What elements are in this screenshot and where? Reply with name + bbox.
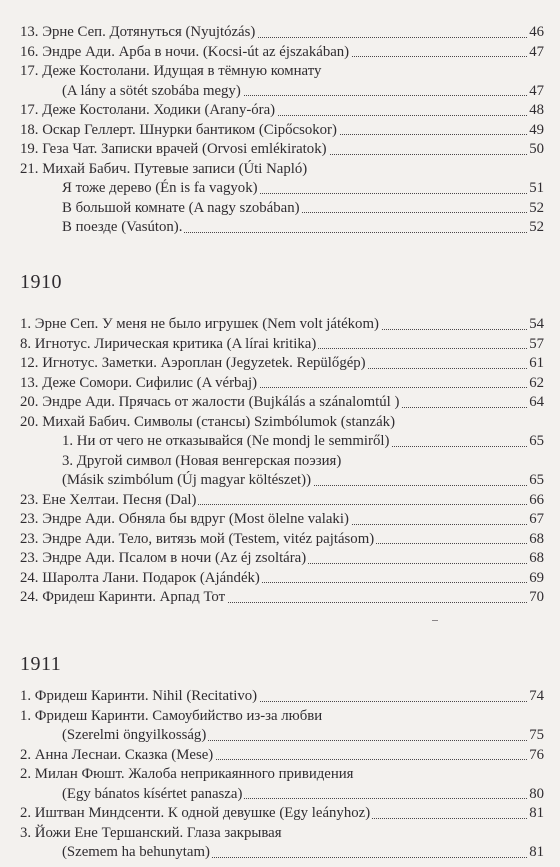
toc-entry	[0, 687, 560, 707]
toc-page-number: 52	[529, 199, 544, 216]
toc-entry-title: 17. Деже Костолани. Идущая в тёмную комнату	[20, 62, 323, 82]
toc-page-number: 81	[529, 844, 544, 860]
toc-entry-title: 20. Эндре Ади. Прячась от жалости (Bujkálás a szánalomtúl )	[20, 393, 401, 413]
toc-entry	[0, 785, 560, 805]
toc-page-number: 68	[529, 530, 544, 547]
toc-entry-title: В поезде (Vasúton).	[62, 218, 184, 238]
toc-page-number: 62	[529, 374, 544, 391]
toc-page-number: 81	[529, 805, 544, 821]
toc-entry	[0, 549, 560, 569]
toc-entry	[0, 824, 560, 844]
toc-entry-title: 2. Анна Леснаи. Сказка (Mese)	[20, 746, 215, 766]
toc-page-number: 52	[529, 219, 544, 235]
toc-entry-title: 16. Эндре Ади. Арба в ночи. (Kocsi-út az éjszakában)	[20, 43, 351, 63]
toc-entry	[0, 23, 560, 43]
toc-entry	[0, 588, 560, 608]
toc-entry	[0, 843, 560, 863]
toc-entry-title: (Szemem ha behunytam)	[62, 843, 212, 863]
toc-entry	[0, 179, 560, 199]
toc-page-number: 76	[529, 746, 544, 763]
toc-entry-title: 13. Эрне Сеп. Дотянуться (Nyujtózás)	[20, 23, 257, 43]
toc-entry	[0, 354, 560, 374]
toc-page-number: 61	[529, 355, 544, 371]
year-heading-1910: 1910	[20, 271, 62, 293]
toc-entry	[0, 746, 560, 766]
toc-entry-title: 1. Ни от чего не отказывайся (Ne mondj le semmiről)	[62, 432, 391, 452]
toc-entry-title: 1. Фридеш Каринти. Nihil (Recitativo)	[20, 687, 259, 707]
toc-entry-title: (A lány a sötét szobába megy)	[62, 82, 243, 102]
toc-page-number: 75	[529, 727, 544, 743]
toc-page-number: 80	[529, 785, 544, 802]
toc-entry-title: 2. Иштван Миндсенти. К одной девушке (Egy leányhoz)	[20, 804, 372, 824]
toc-entry	[0, 471, 560, 491]
toc-entry-title: 8. Игнотус. Лирическая критика (A lírai kritika)	[20, 335, 318, 355]
toc-entry-title: (Egy bánatos kísértet panasza)	[62, 785, 244, 805]
toc-entry	[0, 765, 560, 785]
toc-entry	[0, 707, 560, 727]
toc-page-number: 67	[529, 511, 544, 527]
toc-entry	[0, 82, 560, 102]
toc-page-number: 69	[529, 569, 544, 586]
toc-entry-title: 20. Михай Бабич. Символы (стансы) Szimbólumok (stanzák)	[20, 413, 397, 433]
year-heading-1911: 1911	[20, 653, 62, 675]
toc-entry	[0, 491, 560, 511]
toc-page-number: 50	[529, 141, 544, 157]
toc-entry	[0, 62, 560, 82]
toc-entry-title: 23. Ене Хелтаи. Песня (Dal)	[20, 491, 198, 511]
toc-entry-title: 23. Эндре Ади. Тело, витязь мой (Testem, vitéz pajtásom)	[20, 530, 376, 550]
toc-page-number: 47	[529, 82, 544, 99]
toc-page-number: 65	[529, 472, 544, 488]
toc-entry-title: 23. Эндре Ади. Псалом в ночи (Az éj zsoltára)	[20, 549, 308, 569]
toc-entry	[0, 432, 560, 452]
toc-section-continued	[0, 23, 560, 238]
toc-page-number: 74	[529, 688, 544, 704]
toc-entry	[0, 121, 560, 141]
toc-entry-title: 24. Шаролта Лани. Подарок (Ajándék)	[20, 569, 262, 589]
toc-entry	[0, 569, 560, 589]
toc-entry	[0, 199, 560, 219]
toc-entry-title: 19. Геза Чат. Записки врачей (Orvosi emlékiratok)	[20, 140, 329, 160]
toc-page-number: 49	[529, 121, 544, 138]
toc-page-number: 64	[529, 394, 544, 410]
toc-entry-title: 24. Фридеш Каринти. Арпад Тот	[20, 588, 227, 608]
toc-entry-title: 13. Деже Сомори. Сифилис (A vérbaj)	[20, 374, 259, 394]
toc-entry-title: (Másik szimbólum (Új magyar költészet))	[62, 471, 313, 491]
toc-page-number: 51	[529, 180, 544, 196]
toc-entry-title: 21. Михай Бабич. Путевые записи (Úti Napló)	[20, 160, 309, 180]
toc-entry	[0, 393, 560, 413]
toc-page-number: 57	[529, 335, 544, 352]
toc-page-number: 46	[529, 24, 544, 40]
toc-page-number: 47	[529, 43, 544, 60]
toc-entry	[0, 315, 560, 335]
toc-entry	[0, 160, 560, 180]
toc-entry	[0, 804, 560, 824]
toc-page-number: 65	[529, 433, 544, 449]
toc-entry	[0, 218, 560, 238]
toc-entry	[0, 530, 560, 550]
toc-entry-title: 3. Йожи Ене Тершанский. Глаза закрывая	[20, 824, 284, 844]
toc-entry	[0, 335, 560, 355]
toc-entry	[0, 140, 560, 160]
toc-entry-title: 17. Деже Костолани. Ходики (Arany-óra)	[20, 101, 277, 121]
toc-page-number: 68	[529, 550, 544, 566]
toc-entry	[0, 726, 560, 746]
toc-entry-title: 12. Игнотус. Заметки. Аэроплан (Jegyzetek. Repülőgép)	[20, 354, 368, 374]
toc-entry-title: В большой комнате (A nagy szobában)	[62, 199, 302, 219]
toc-entry-title: 3. Другой символ (Новая венгерская поэзия)	[62, 452, 343, 472]
toc-entry-title: Я тоже дерево (Én is fa vagyok)	[62, 179, 260, 199]
toc-entry-title: 23. Эндре Ади. Обняла бы вдруг (Most ölelne valaki)	[20, 510, 351, 530]
toc-entry-title: 2. Милан Фюшт. Жалоба неприкаянного привидения	[20, 765, 355, 785]
toc-entry	[0, 413, 560, 433]
toc-entry-title: 1. Эрне Сеп. У меня не было игрушек (Nem volt játékom)	[20, 315, 381, 335]
toc-entry	[0, 43, 560, 63]
toc-page-number: 66	[529, 491, 544, 508]
margin-mark	[432, 620, 438, 621]
toc-section-1910	[0, 315, 560, 608]
toc-section-1911	[0, 687, 560, 863]
toc-entry	[0, 452, 560, 472]
toc-entry	[0, 101, 560, 121]
toc-page-number: 54	[529, 316, 544, 332]
toc-entry-title: 18. Оскар Геллерт. Шнурки бантиком (Cipőcsokor)	[20, 121, 339, 141]
toc-entry-title: 1. Фридеш Каринти. Самоубийство из-за любви	[20, 707, 324, 727]
toc-entry	[0, 510, 560, 530]
toc-page-number: 70	[529, 589, 544, 605]
toc-entry-title: (Szerelmi öngyilkosság)	[62, 726, 208, 746]
toc-page-number: 48	[529, 102, 544, 118]
toc-entry	[0, 374, 560, 394]
